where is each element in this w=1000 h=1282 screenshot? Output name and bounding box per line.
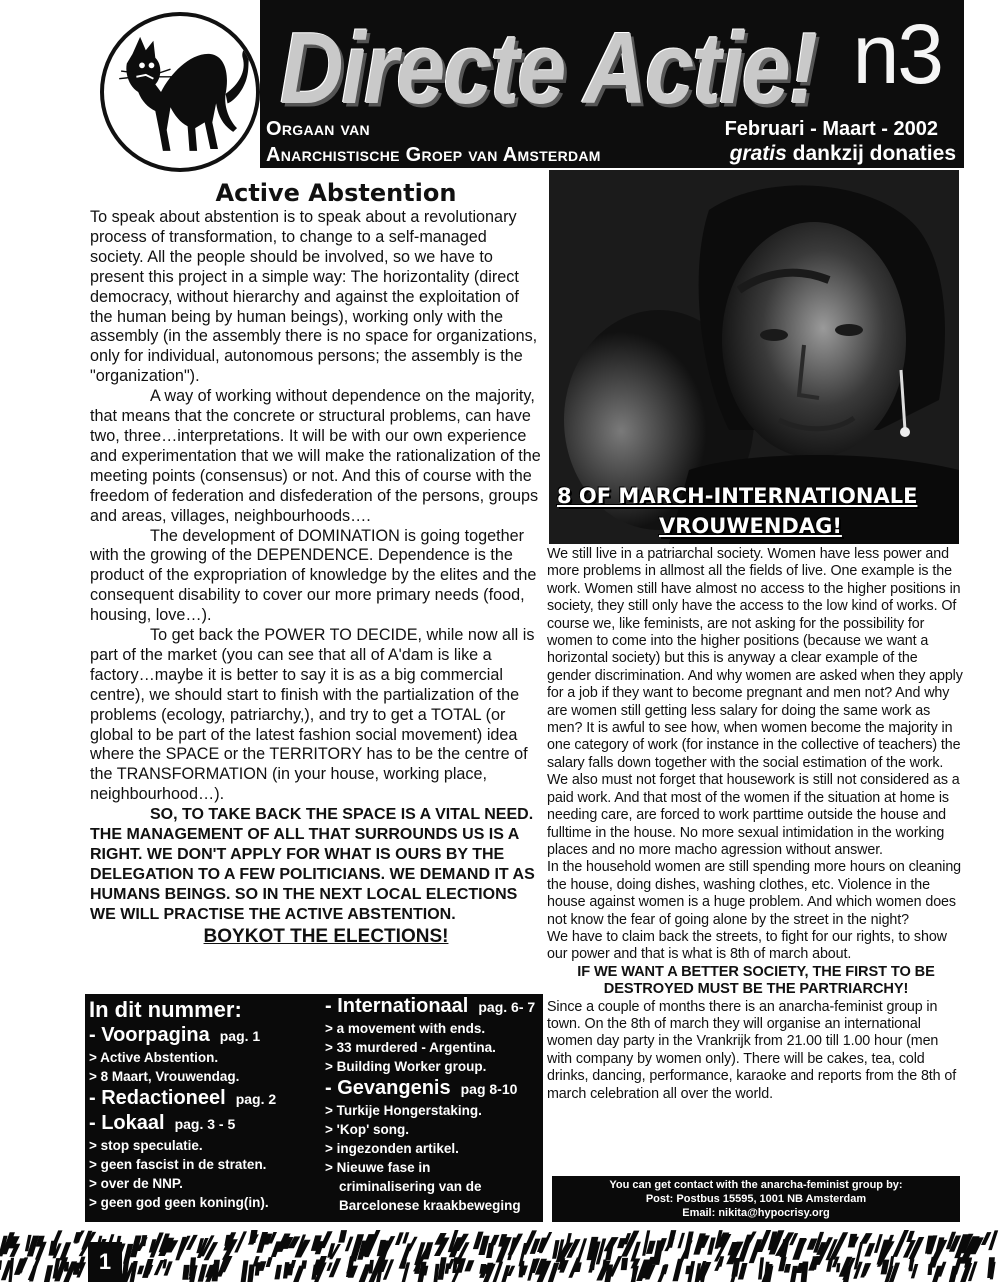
photo-women <box>549 170 959 544</box>
photo-caption-line-1: 8 OF MARCH-INTERNATIONALE <box>557 484 918 508</box>
toc-item: > 33 murdered - Argentina. <box>325 1040 496 1055</box>
article-active-abstention <box>90 178 542 948</box>
article-womens-day <box>547 546 965 1103</box>
issue-number: n3 <box>852 7 942 101</box>
toc-section-label: - Internationaal <box>325 995 469 1017</box>
toc-section <box>89 1086 319 1111</box>
toc-section-label: - Gevangenis <box>325 1077 451 1099</box>
org-line-2: Anarchistische Groep van Amsterdam <box>266 144 601 166</box>
contact-postal-address: Post: Postbus 15595, 1001 NB Amsterdam <box>645 1193 867 1205</box>
toc-item: > geen fascist in de straten. <box>89 1157 267 1172</box>
masthead <box>90 0 964 168</box>
toc-item: > geen god geen koning(in). <box>89 1195 269 1210</box>
free-word: gratis <box>729 142 787 165</box>
toc-item: > ingezonden artikel. <box>325 1141 459 1156</box>
table-of-contents <box>85 994 543 1222</box>
article-paragraph: In the household women are still spending more hours on cleaning the house, doing dishes, washing clothes, etc. Violence in the house against women is a huge problem. And which women does not know the fear of going alone by the street in the night? <box>547 859 962 928</box>
toc-item: > over de NNP. <box>89 1176 183 1191</box>
toc-heading: In dit nummer: <box>89 997 242 1022</box>
toc-item: criminalisering van de <box>339 1179 482 1194</box>
contact-box <box>552 1176 960 1222</box>
black-cat-logo <box>104 16 256 168</box>
toc-section-page: pag. 3 - 5 <box>174 1116 236 1132</box>
toc-item: > Building Worker group. <box>325 1059 487 1074</box>
toc-section <box>325 994 540 1019</box>
issue-date: Februari - Maart - 2002 <box>724 118 938 140</box>
toc-right-column <box>325 994 540 1215</box>
contact-line-1: You can get contact with the anarcha-feminist group by: <box>609 1179 903 1191</box>
article-paragraph: Since a couple of months there is an anarcha-feminist group in town. On the 8th of march they will organise an international women day party in the Vrankrijk from 21.00 till 1.00 hour (men with company by women only). There will be cakes, tea, cold drinks, dancing, performance, karaoke and reports from the 8th of march celebration all over the world. <box>547 998 957 1102</box>
toc-item: > stop speculatie. <box>89 1138 203 1153</box>
article-paragraph: A way of working without dependence on the majority, that means that the concrete or structural problems, can have two, three…interpretations. It will be with our own experience and experimentation that we will make the rationalization of the meeting points (consensus) or not. And this of course with the freedom of federation and disfederation of the persons, groups and areas, villages, neighbourhoods…. <box>90 387 541 525</box>
article-slogan: BOYKOT THE ELECTIONS! <box>203 925 449 947</box>
toc-section-page: pag. 2 <box>235 1091 277 1107</box>
free-rest: dankzij donaties <box>786 142 956 165</box>
article-bold-statement: SO, TO TAKE BACK THE SPACE IS A VITAL NEED. THE MANAGEMENT OF ALL THAT SURROUNDS US IS A RIGHT. WE DON'T APPLY FOR WHAT IS OURS BY THE DELEGATION TO A FEW POLITICIANS. WE DEMAND IT AS HUMANS BEINGS. SO IN THE NEXT LOCAL ELECTIONS WE WILL PRACTISE THE ACTIVE ABSTENTION. <box>90 806 535 923</box>
toc-section <box>89 1023 319 1048</box>
toc-item: > Turkije Hongerstaking. <box>325 1103 482 1118</box>
toc-section-label: - Redactioneel <box>89 1087 226 1109</box>
photo-caption-line-2: VROUWENDAG! <box>659 514 842 538</box>
toc-left-list <box>89 1023 319 1212</box>
toc-item: > a movement with ends. <box>325 1021 486 1036</box>
toc-right-list <box>325 994 540 1215</box>
free-notice <box>730 142 956 166</box>
article-paragraph: The development of DOMINATION is going together with the growing of the DEPENDENCE. Dependence is the product of the expropriation of knowledge by the elites and the consequent disability to cover our more primary needs (food, housing, love…). <box>90 526 537 625</box>
article-paragraph: We still live in a patriarchal society. Women have less power and more problems in allmost all the fields of live. One example is the work. Women still have almost no access to the higher positions in society, they still only have the access to the low kind of works. Of course we, like feminists, are not asking for the possibility for women to come into the higher positions (because we want a horizontal society) but this is anyway a clear example of the gender discrimination. And why women are asked when they apply for a job if they want to become pregnant and men not? And why are women still getting less salary for doing the same work as men? It is awful to see how, when women become the majority in one category of work (for instance in the collective of teachers) the salary falls down together with the social estimation of the work. We also must not forget that housework is still not considered as a paid work. And that most of the women if the situation at home is needing care, are forced to work parttime outside the house and fulltime in the house. No more sexual intimidation in the working places and no more macho agression without answer. <box>547 546 963 858</box>
toc-section-page: pag 8-10 <box>460 1081 518 1097</box>
masthead-band <box>260 0 964 168</box>
toc-section-page: pag. 1 <box>219 1028 261 1044</box>
toc-section <box>89 1111 319 1136</box>
toc-left-column <box>89 997 319 1212</box>
toc-section-label: - Lokaal <box>89 1112 165 1134</box>
org-line-1: Orgaan van <box>266 118 370 140</box>
footer-crowd-band <box>0 1226 1000 1282</box>
newspaper-title: Directe Actie! <box>280 11 817 125</box>
crowd-pattern-icon <box>0 1226 1000 1282</box>
toc-section-label: - Voorpagina <box>89 1024 210 1046</box>
toc-item: > 'Kop' song. <box>325 1122 410 1137</box>
toc-section <box>325 1076 540 1101</box>
contact-email[interactable]: Email: nikita@hypocrisy.org <box>682 1207 830 1219</box>
toc-section-page: pag. 6- 7 <box>478 999 536 1015</box>
toc-item: Barcelonese kraakbeweging <box>339 1198 521 1213</box>
black-cat-icon <box>100 12 260 172</box>
article-paragraph: To speak about abstention is to speak about a revolutionary process of transformation, to change to a self-managed society. All the people should be involved, so we have to present this project in a simple way: The horizontality (direct democracy, without hierarchy and against the exploitation of the human being by human beings), working only with the assembly (in the assembly there is no space for organizations, only for individual, autonomous persons; the assembly is the "organization"). <box>90 208 538 386</box>
article-paragraph: We have to claim back the streets, to fight for our rights, to show our power and that is what is 8th of march about. <box>547 928 947 963</box>
article-bold-statement: IF WE WANT A BETTER SOCIETY, THE FIRST TO BE DESTROYED MUST BE THE PARTRIARCHY! <box>577 963 935 998</box>
toc-item: > 8 Maart, Vrouwendag. <box>89 1069 240 1084</box>
toc-item: > Active Abstention. <box>89 1050 219 1065</box>
page-number: 1 <box>88 1242 122 1282</box>
article-paragraph: To get back the POWER TO DECIDE, while now all is part of the market (you can see that all of A'dam is like a factory…maybe it is better to say it is as a big commercial centre), we should start to finish with the partialization of the problems (ecology, patriarchy,), and try to get a TOTAL (or global to be part of the latest fashion social movement) idea where the SPACE or the TERRITORY has to be the centre of the TRANSFORMATION (in your house, working place, neighbourhood…). <box>90 626 535 804</box>
toc-item: > Nieuwe fase in <box>325 1160 431 1175</box>
article-title: Active Abstention <box>215 179 457 207</box>
